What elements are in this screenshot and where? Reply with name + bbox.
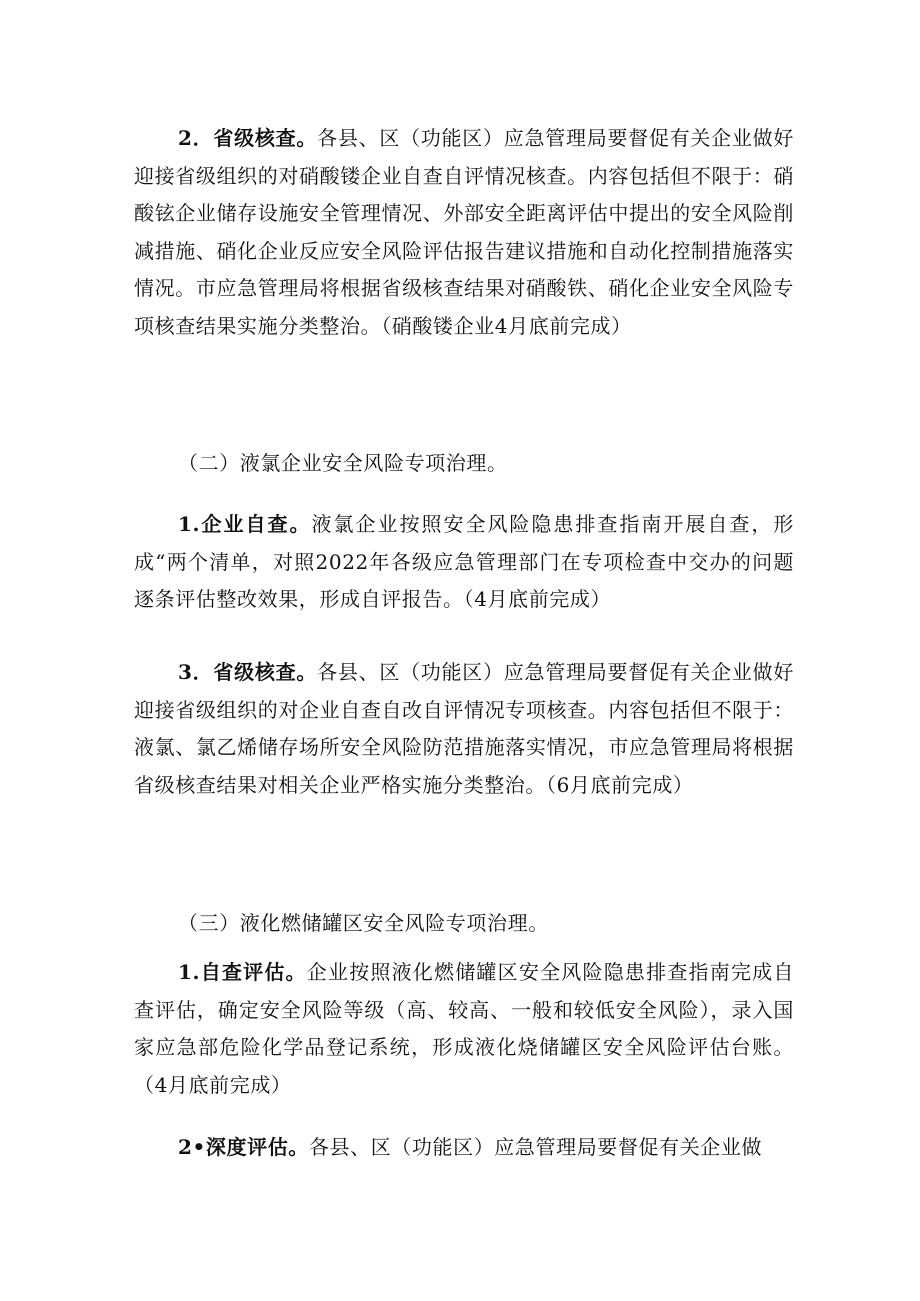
paragraph-body: 各县、区（功能区）应急管理局要督促有关企业做好迎接省级组织的对企业自查自改自评情况专项核查。内容包括但不限于：液氯、氯乙烯储存场所安全风险防范措施落实情况，市应急管理局将根据省级核查结果对相关企业严格实施分类整治。（6月底前完成）	[134, 660, 794, 797]
paragraph-lead: 2•深度评估。	[178, 1135, 309, 1159]
paragraph-lead: 3．省级核查。	[178, 660, 318, 684]
paragraph-body: 各县、区（功能区）应急管理局要督促有关企业做好迎接省级组织的对硝酸镂企业自查自评情况核查。内容包括但不限于：硝酸铉企业储存设施安全管理情况、外部安全距离评估中提出的安全风险削减措施、硝化企业反应安全风险评估报告建议措施和自动化控制措施落实情况。市应急管理局将根据省级核查结果对硝酸铁、硝化企业安全风险专项核查结果实施分类整治。（硝酸镂企业4月底前完成）	[134, 126, 794, 338]
paragraph-body: 各县、区（功能区）应急管理局要督促有关企业做	[308, 1135, 763, 1159]
paragraph-lead: 1.自查评估。	[178, 960, 307, 984]
section-heading-liquefied-tank-area: （三）液化燃储罐区安全风险专项治理。	[178, 911, 549, 935]
paragraph-body: 液氯企业按照安全风险隐患排查指南开展自查，形成“两个清单，对照2022年各级应急管理部门在专项检查中交办的问题逐条评估整改效果，形成自评报告。（4月底前完成）	[134, 512, 794, 612]
paragraph-provincial-check-chlorine	[134, 654, 794, 804]
paragraph-lead: 1.企业自查。	[178, 512, 312, 536]
paragraph-enterprise-self-check	[134, 506, 794, 619]
section-heading-liquid-chlorine: （二）液氯企业安全风险专项治理。	[178, 451, 508, 475]
paragraph-deep-assessment	[134, 1129, 794, 1167]
paragraph-body: 企业按照液化燃储罐区安全风险隐患排查指南完成自查评估，确定安全风险等级（高、较高、一般和较低安全风险），录入国家应急部危险化学品登记系统，形成液化烧储罐区安全风险评估台账。（4月底前完成）	[134, 960, 794, 1097]
paragraph-provincial-check-ammonium-nitrate	[134, 120, 794, 346]
paragraph-self-assessment	[134, 954, 794, 1104]
paragraph-lead: 2．省级核查。	[178, 126, 318, 150]
